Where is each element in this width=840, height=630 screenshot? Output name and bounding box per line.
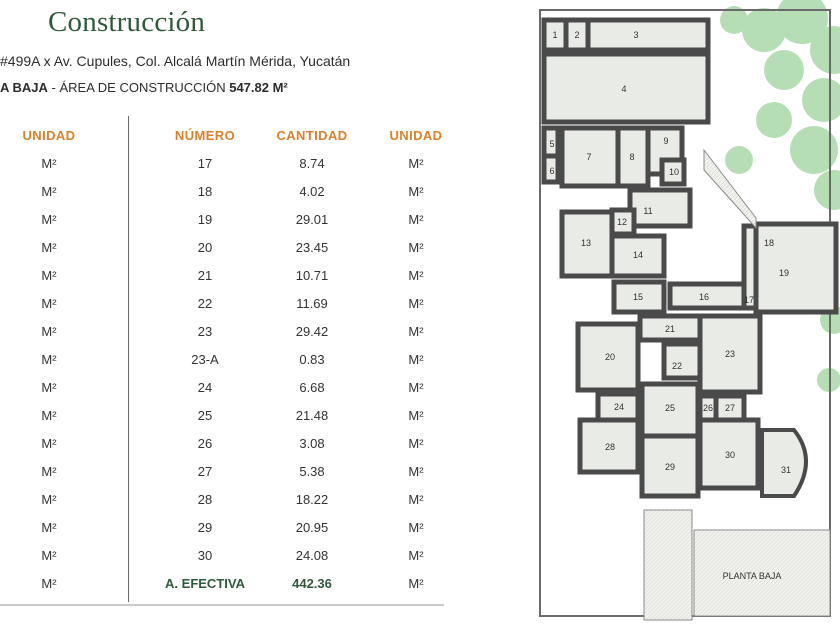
room-label-1: 1 — [552, 30, 558, 40]
unit-left-cell: M² — [41, 576, 57, 591]
number-cell: A. EFECTIVA — [165, 576, 245, 591]
floor-label: A BAJA — [0, 80, 48, 95]
unit-right-cell: M² — [408, 380, 424, 395]
floor-plan — [534, 0, 840, 630]
quantity-cell: 11.69 — [296, 296, 328, 311]
table-row — [0, 436, 444, 464]
room-label-11: 11 — [643, 206, 653, 216]
area-value: 547.82 M² — [229, 80, 288, 95]
number-cell: 30 — [197, 548, 213, 563]
unit-right-cell: M² — [408, 184, 424, 199]
number-cell: 27 — [197, 464, 213, 479]
number-cell: 23-A — [191, 352, 219, 367]
unit-right-cell: M² — [408, 408, 424, 423]
quantity-cell: 0.83 — [299, 352, 325, 367]
construction-table — [0, 116, 444, 606]
room-label-25: 25 — [664, 403, 676, 413]
room-label-23: 23 — [724, 349, 736, 359]
quantity-cell: 6.68 — [299, 380, 325, 395]
unit-right-cell: M² — [408, 240, 424, 255]
room-label-30: 30 — [724, 450, 736, 460]
room-label-17: 17 — [743, 295, 755, 305]
table-row — [0, 156, 444, 184]
room-label-18: 18 — [763, 238, 775, 248]
quantity-cell: 21.48 — [295, 408, 329, 423]
number-cell: 17 — [197, 156, 213, 171]
header-numero: NÚMERO — [174, 128, 236, 143]
unit-right-cell: M² — [408, 464, 424, 479]
room-label-13: 13 — [580, 238, 592, 248]
table-row — [0, 240, 444, 268]
header-unidad-right: UNIDAD — [389, 128, 443, 143]
table-row — [0, 548, 444, 576]
unit-left-cell: M² — [41, 268, 57, 283]
table-total-row — [0, 576, 444, 604]
header-unidad-left: UNIDAD — [22, 128, 76, 143]
unit-right-cell: M² — [408, 156, 424, 171]
table-row — [0, 520, 444, 548]
area-label: - ÁREA DE CONSTRUCCIÓN — [47, 80, 230, 95]
room-label-24: 24 — [613, 402, 625, 412]
number-cell: 19 — [197, 212, 213, 227]
unit-right-cell: M² — [408, 492, 424, 507]
room-label-28: 28 — [604, 442, 616, 452]
room-label-15: 15 — [632, 292, 644, 302]
unit-left-cell: M² — [41, 548, 57, 563]
unit-right-cell: M² — [408, 212, 424, 227]
table-bottom-rule — [0, 604, 444, 606]
number-cell: 26 — [197, 436, 213, 451]
room-label-2: 2 — [574, 30, 580, 40]
table-row — [0, 380, 444, 408]
table-row — [0, 324, 444, 352]
quantity-cell: 4.02 — [299, 184, 325, 199]
number-cell: 28 — [197, 492, 213, 507]
number-cell: 22 — [197, 296, 213, 311]
quantity-cell: 24.08 — [295, 548, 329, 563]
unit-right-cell: M² — [408, 576, 424, 591]
page-title: Construcción — [48, 6, 206, 38]
room-label-27: 27 — [724, 403, 736, 413]
construction-area-line — [0, 80, 288, 95]
quantity-cell: 29.01 — [295, 212, 329, 227]
unit-right-cell: M² — [408, 520, 424, 535]
unit-left-cell: M² — [41, 212, 57, 227]
table-row — [0, 492, 444, 520]
number-cell: 20 — [197, 240, 213, 255]
number-cell: 23 — [197, 324, 213, 339]
unit-left-cell: M² — [41, 408, 57, 423]
room-label-29: 29 — [664, 462, 676, 472]
quantity-cell: 29.42 — [295, 324, 329, 339]
plan-title-label: PLANTA BAJA — [722, 571, 782, 581]
table-row — [0, 352, 444, 380]
number-cell: 29 — [197, 520, 213, 535]
room-label-5: 5 — [549, 139, 555, 149]
unit-left-cell: M² — [41, 464, 57, 479]
unit-right-cell: M² — [408, 296, 424, 311]
room-label-14: 14 — [632, 250, 644, 260]
room-label-9: 9 — [663, 136, 669, 146]
table-row — [0, 408, 444, 436]
quantity-cell: 10.71 — [295, 268, 329, 283]
table-row — [0, 296, 444, 324]
room-label-6: 6 — [549, 166, 555, 176]
unit-left-cell: M² — [41, 492, 57, 507]
room-label-20: 20 — [604, 352, 616, 362]
number-cell: 18 — [197, 184, 213, 199]
room-label-12: 12 — [616, 217, 628, 227]
address-line: #499A x Av. Cupules, Col. Alcalá Martín Mérida, Yucatán — [0, 53, 351, 69]
unit-left-cell: M² — [41, 156, 57, 171]
unit-left-cell: M² — [41, 380, 57, 395]
number-cell: 25 — [197, 408, 213, 423]
table-row — [0, 464, 444, 492]
unit-left-cell: M² — [41, 296, 57, 311]
table-row — [0, 268, 444, 296]
quantity-cell: 20.95 — [295, 520, 329, 535]
room-label-19: 19 — [778, 268, 790, 278]
room-label-4: 4 — [621, 84, 627, 94]
room-label-7: 7 — [586, 152, 592, 162]
room-label-31: 31 — [780, 465, 792, 475]
room-label-8: 8 — [629, 152, 635, 162]
unit-right-cell: M² — [408, 548, 424, 563]
room-label-22: 22 — [671, 361, 683, 371]
room-label-21: 21 — [664, 324, 676, 334]
number-cell: 24 — [197, 380, 213, 395]
unit-left-cell: M² — [41, 324, 57, 339]
unit-left-cell: M² — [41, 520, 57, 535]
room-label-16: 16 — [698, 292, 710, 302]
entry-path — [644, 510, 692, 620]
quantity-cell: 5.38 — [299, 464, 325, 479]
room-label-10: 10 — [668, 167, 680, 177]
quantity-cell: 442.36 — [292, 576, 332, 591]
number-cell: 21 — [197, 268, 213, 283]
unit-left-cell: M² — [41, 436, 57, 451]
unit-right-cell: M² — [408, 352, 424, 367]
quantity-cell: 8.74 — [299, 156, 325, 171]
unit-left-cell: M² — [41, 240, 57, 255]
floor-plan-drawing — [534, 0, 840, 630]
unit-left-cell: M² — [41, 184, 57, 199]
quantity-cell: 3.08 — [299, 436, 325, 451]
quantity-cell: 23.45 — [295, 240, 329, 255]
unit-right-cell: M² — [408, 268, 424, 283]
room-label-26: 26 — [702, 403, 714, 413]
table-row — [0, 212, 444, 240]
header-cantidad: CANTIDAD — [276, 128, 348, 143]
unit-right-cell: M² — [408, 324, 424, 339]
room-31-shape — [762, 430, 806, 496]
unit-right-cell: M² — [408, 436, 424, 451]
quantity-cell: 18.22 — [295, 492, 329, 507]
table-row — [0, 184, 444, 212]
room-label-3: 3 — [633, 30, 639, 40]
unit-left-cell: M² — [41, 352, 57, 367]
